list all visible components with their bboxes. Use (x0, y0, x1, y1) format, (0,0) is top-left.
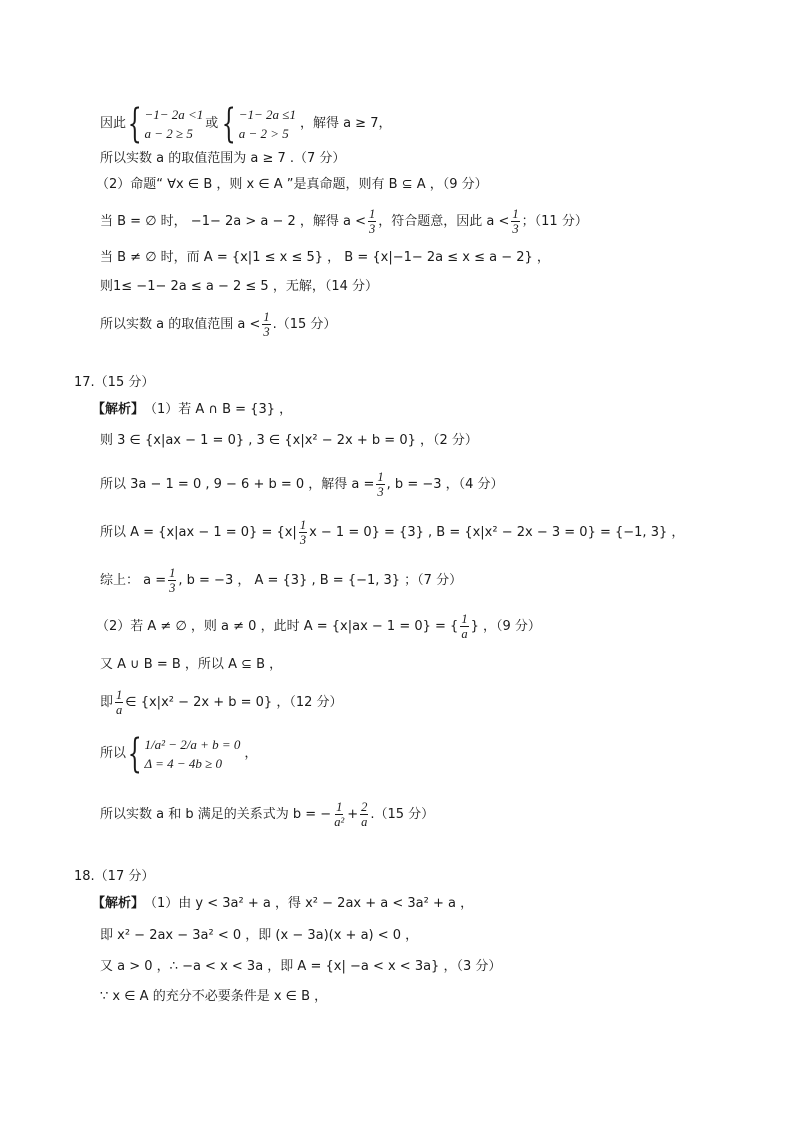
left-brace: { (127, 731, 142, 777)
text: .（15 分） (272, 316, 337, 332)
text: , b = −3 ，（4 分） (386, 476, 504, 492)
solution-line-11 (100, 518, 684, 547)
text: （2）若 A ≠ ∅ ，则 a ≠ 0 ，此时 A = {x|ax − 1 = 0} = { (96, 618, 459, 634)
system-row: Δ = 4 − 4b ≥ 0 (144, 756, 223, 771)
text: ， (244, 746, 258, 761)
solution-line-18 (92, 895, 473, 913)
solution-line-15 (100, 688, 343, 717)
solution-line-16 (100, 731, 258, 777)
solution-line-14 (100, 656, 282, 674)
system-row: −1− 2a <1 (144, 107, 204, 122)
solution-line-10 (100, 470, 504, 499)
text: 所以实数 a 和 b 满足的关系式为 b = − (100, 806, 332, 822)
solution-line-17 (100, 800, 434, 829)
solution-line-9 (100, 432, 478, 450)
solution-line-3 (96, 176, 488, 194)
analysis-tag: 【解析】 (92, 896, 145, 911)
text: 所以 3a − 1 = 0 , 9 − 6 + b = 0 ，解得 a = (100, 476, 375, 492)
text: （1）若 A ∩ B = {3} ， (144, 402, 293, 417)
fraction: $\frac{1}{a}$ (116, 688, 123, 717)
solution-line-21 (100, 988, 327, 1006)
text: ∈ {x|x² − 2x + b = 0} ，（12 分） (125, 694, 343, 710)
text: 即 x² − 2ax − 3a² < 0 ，即 (x − 3a)(x + a) < 0 ， (100, 928, 419, 943)
text: ，符合题意，因此 a < (378, 213, 510, 229)
fraction: $\frac{1}{a}$ (461, 612, 468, 641)
solution-line-20 (100, 958, 501, 976)
solution-line-6 (100, 278, 378, 296)
text: （2）命题“ ∀x ∈ B ，则 x ∈ A ”是真命题，则有 B ⊆ A ，（9 分） (96, 177, 488, 192)
left-brace: { (222, 101, 237, 147)
text: 又 A ∪ B = B ，所以 A ⊆ B ， (100, 657, 283, 672)
text: ∵ x ∈ A 的充分不必要条件是 x ∈ B ， (100, 989, 328, 1004)
fraction: $\frac{1}{\text{a²}}$ (334, 800, 345, 829)
solution-line-19 (100, 927, 418, 945)
text: （1）由 y < 3a² + a ，得 x² − 2ax + a < 3a² + a ， (144, 896, 474, 911)
system-row: −1− 2a ≤1 (238, 107, 296, 122)
text: 因此 (100, 116, 127, 131)
question-17-heading: 17.（15 分） (74, 375, 155, 390)
inequality-system-a (144, 105, 203, 143)
text: 则1≤ −1− 2a ≤ a − 2 ≤ 5 ，无解，（14 分） (100, 279, 379, 294)
fraction: $\frac{2}{a}$ (361, 800, 368, 829)
text: ；（11 分） (521, 213, 588, 229)
text: 即 (100, 694, 114, 710)
left-brace: { (127, 101, 142, 147)
solution-line-8 (92, 401, 292, 419)
text: 当 B ≠ ∅ 时，而 A = {x|1 ≤ x ≤ 5} ， B = {x|−1− 2a ≤ x ≤ a − 2} ， (100, 250, 550, 265)
fraction: $\frac{1}{3}$ (377, 470, 384, 499)
solution-line-13 (96, 612, 541, 641)
text: .（15 分） (370, 806, 435, 822)
text: 所以实数 a 的取值范围 a < (100, 316, 261, 332)
text: 又 a > 0 ，∴ −a < x < 3a ，即 A = {x| −a < x < 3a} ，（3 分） (100, 959, 502, 974)
fraction: $\frac{1}{3}$ (369, 207, 376, 236)
inequality-system-b (239, 105, 296, 143)
text: , b = −3 ， A = {3} , B = {−1, 3} ；（7 分） (178, 572, 463, 588)
solution-line-2 (100, 150, 345, 168)
text: + (347, 806, 359, 822)
system-row: a − 2 ≥ 5 (144, 126, 193, 141)
text: 所以 (100, 746, 127, 761)
system-row: 1/a² − 2/a + b = 0 (144, 737, 241, 752)
analysis-tag: 【解析】 (92, 402, 145, 417)
solution-line-7 (100, 310, 336, 339)
text: } ，（9 分） (470, 618, 541, 634)
text: 所以实数 a 的取值范围为 a ≥ 7 .（7 分） (100, 151, 346, 166)
system-row: a − 2 > 5 (238, 126, 289, 141)
text: ，解得 a ≥ 7， (299, 116, 392, 131)
fraction: $\frac{1}{3}$ (512, 207, 519, 236)
solution-line-5 (100, 249, 550, 267)
fraction: $\frac{1}{3}$ (299, 518, 307, 547)
text: x − 1 = 0} = {3} , B = {x|x² − 2x − 3 = 0} = {−1, 3} ， (309, 524, 685, 540)
equation-system (144, 735, 240, 773)
text: 综上： a = (100, 572, 167, 588)
solution-line-4 (100, 207, 588, 236)
solution-line-12 (100, 566, 462, 595)
text: 当 B = ∅ 时， −1− 2a > a − 2 ，解得 a < (100, 213, 367, 229)
solution-line-1 (100, 101, 392, 147)
text: 所以 A = {x|ax − 1 = 0} = {x| (100, 524, 297, 540)
text: 或 (205, 116, 219, 131)
question-18-heading: 18.（17 分） (74, 869, 155, 884)
fraction: $\frac{1}{3}$ (169, 566, 176, 595)
text: 则 3 ∈ {x|ax − 1 = 0} , 3 ∈ {x|x² − 2x + b = 0} ，（2 分） (100, 433, 478, 448)
fraction: $\frac{1}{3}$ (263, 310, 270, 339)
